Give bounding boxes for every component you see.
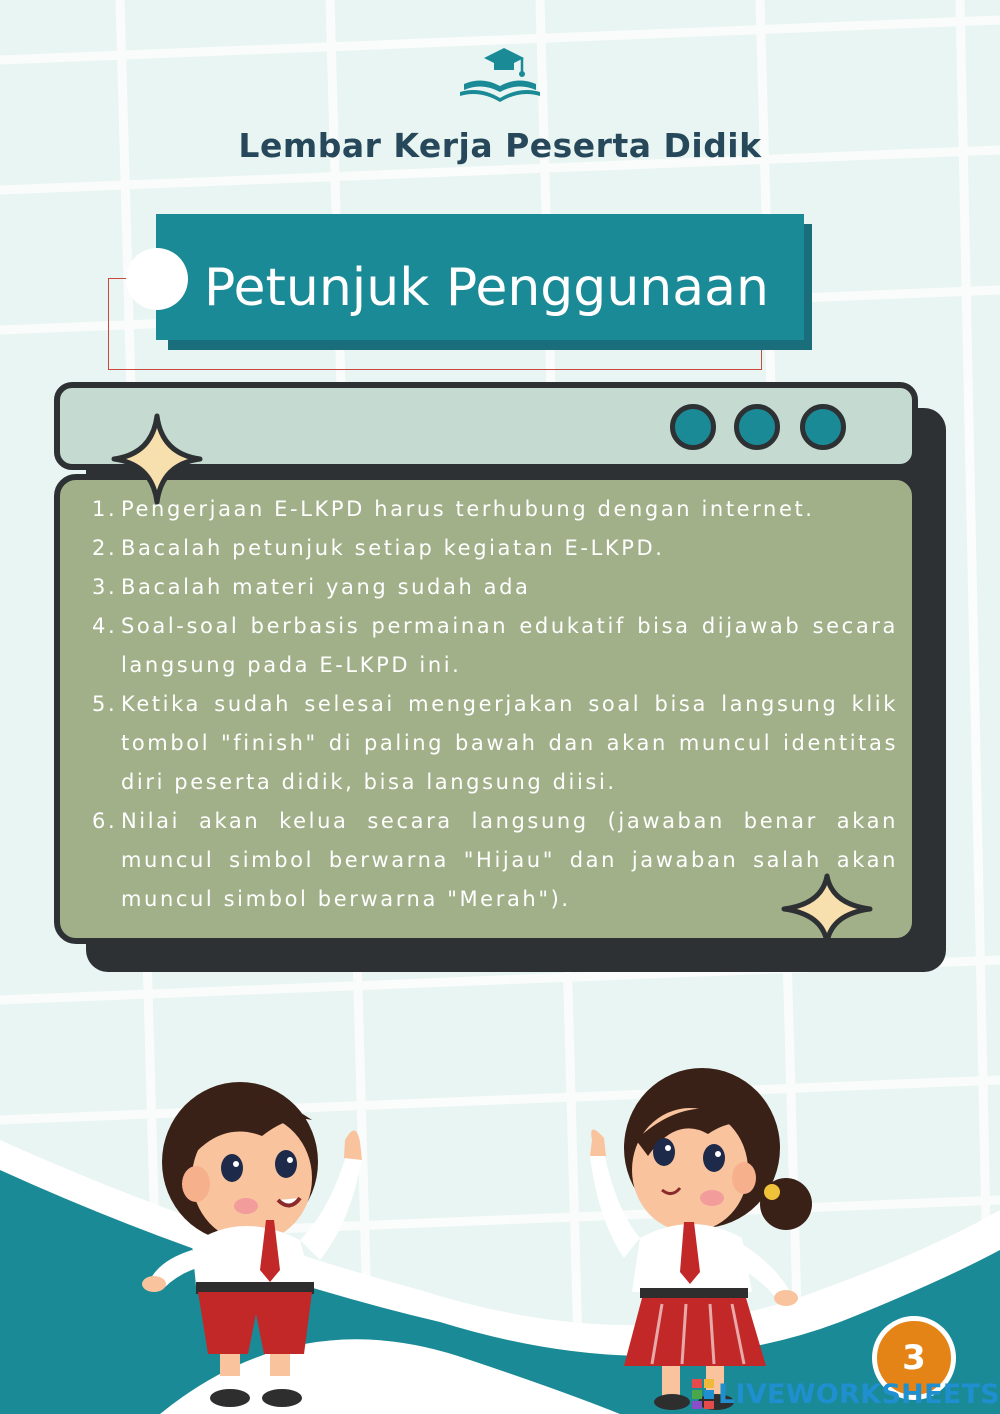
list-item — [92, 568, 898, 607]
brand-name: LIVEWORKSHEETS — [718, 1378, 1000, 1410]
item-number: 4. — [92, 614, 118, 638]
brand-watermark — [692, 1374, 1000, 1414]
item-text: Soal-soal berbasis permainan edukatif bisa dijawab secara langsung pada E-LKPD ini. — [121, 614, 898, 677]
list-item — [92, 529, 898, 568]
students-illustration — [0, 1060, 1000, 1414]
item-text: Bacalah materi yang sudah ada — [121, 575, 531, 599]
page-number: 3 — [902, 1338, 926, 1378]
window-dot-1 — [670, 404, 716, 450]
banner-title: Petunjuk Penggunaan — [204, 258, 769, 318]
item-text: Nilai akan kelua secara langsung (jawaban benar akan muncul simbol berwarna "Hijau" dan jawaban salah akan muncul simbol berwarna "Merah"). — [121, 809, 898, 911]
banner-dot — [126, 248, 188, 310]
item-number: 1. — [92, 497, 118, 521]
list-item — [92, 490, 898, 529]
item-number: 3. — [92, 575, 118, 599]
liveworksheets-logo-icon — [692, 1379, 714, 1409]
item-text: Bacalah petunjuk setiap kegiatan E-LKPD. — [121, 536, 665, 560]
item-text: Ketika sudah selesai mengerjakan soal bisa langsung klik tombol "finish" di paling bawah dan akan muncul identitas diri peserta didik, bisa langsung diisi. — [121, 692, 898, 794]
item-number: 2. — [92, 536, 118, 560]
window-dot-2 — [734, 404, 780, 450]
list-item — [92, 802, 898, 919]
item-number: 6. — [92, 809, 118, 833]
graduation-book-icon — [458, 44, 542, 102]
item-number: 5. — [92, 692, 118, 716]
window-dot-3 — [800, 404, 846, 450]
list-item — [92, 685, 898, 802]
sparkle-icon — [780, 872, 874, 946]
list-item — [92, 607, 898, 685]
instruction-list — [92, 490, 898, 919]
document-title: Lembar Kerja Peserta Didik — [238, 126, 762, 165]
item-text: Pengerjaan E-LKPD harus terhubung dengan internet. — [121, 497, 815, 521]
sparkle-icon — [110, 412, 204, 506]
